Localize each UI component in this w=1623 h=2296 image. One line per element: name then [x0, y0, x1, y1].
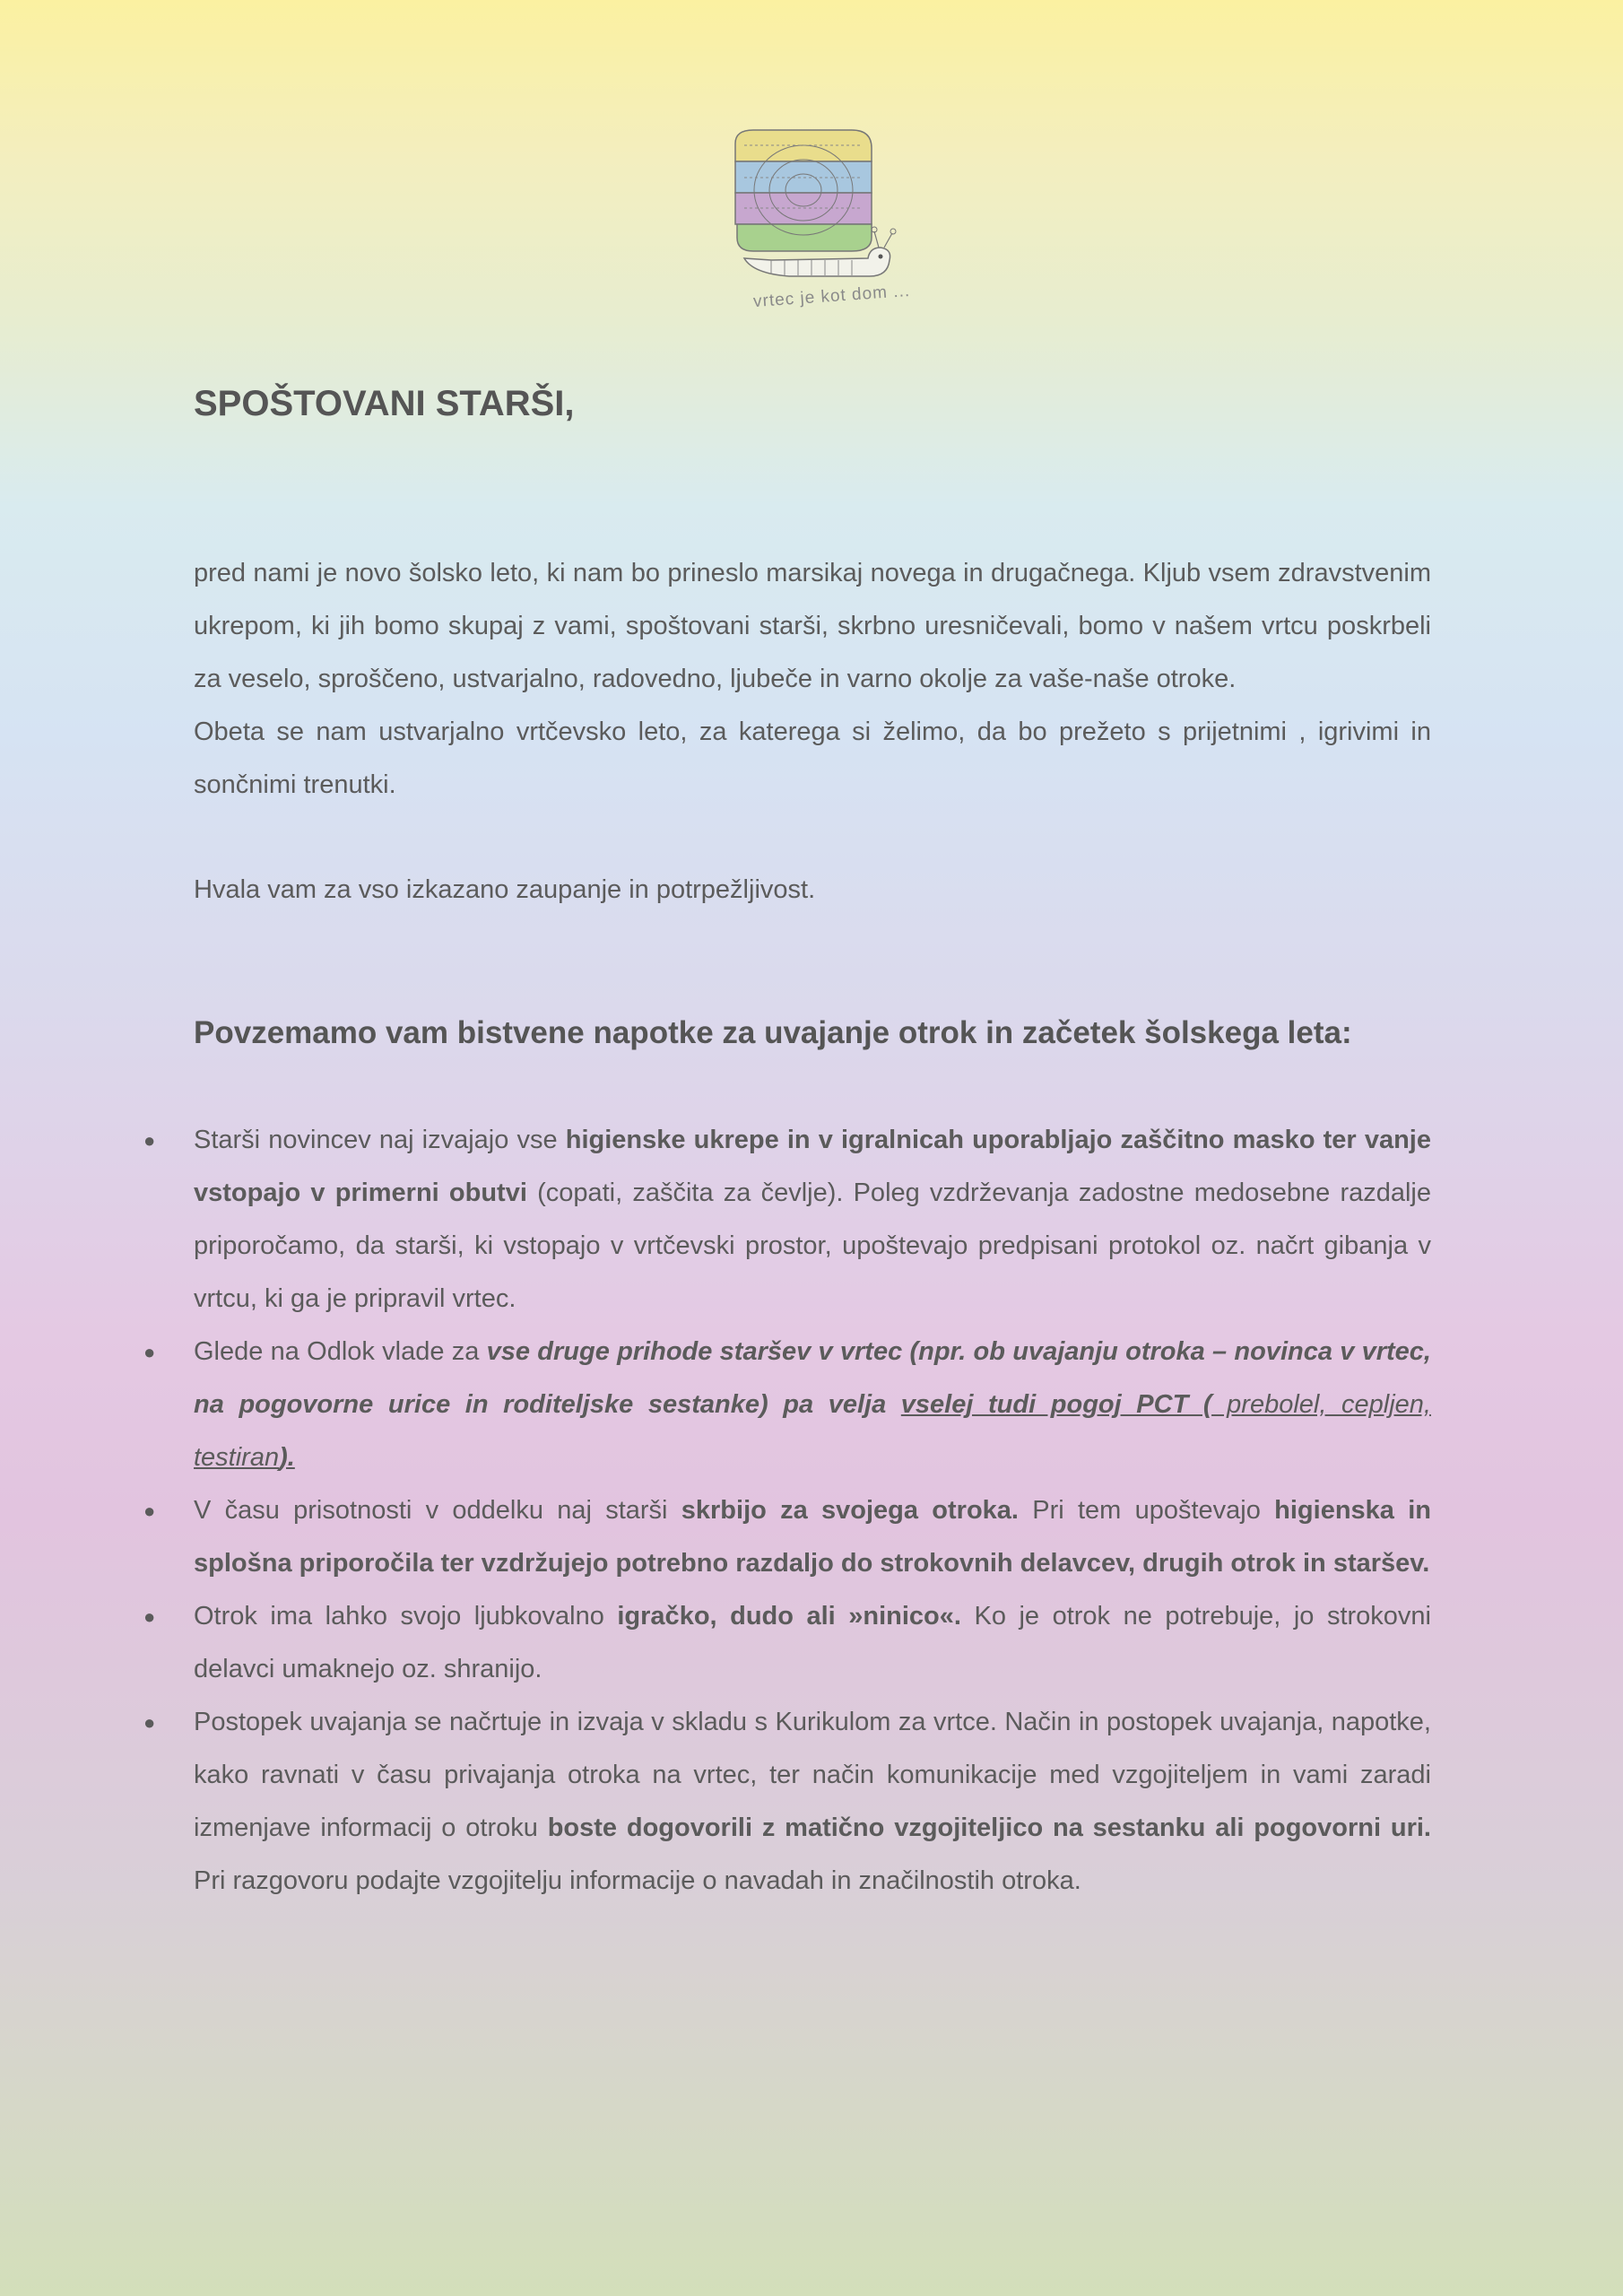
text-span: Ko je otrok ne potrebuje, jo strokovni delavci umaknejo oz. shranijo. — [194, 1602, 1431, 1683]
bullet-icon: ● — [143, 1605, 156, 1628]
greeting-heading: SPOŠTOVANI STARŠI, — [194, 384, 575, 423]
list-item — [143, 1696, 1431, 1908]
underlined-bold-span: vselej tudi pogoj PCT ( — [900, 1390, 1212, 1419]
logo-caption: vrtec je kot dom ... — [752, 281, 911, 312]
text-span: Postopek uvajanja se načrtuje in izvaja v skladu s Kurikulom za vrtce. Način in postopek uvajanja, napotke, kako ravnati v času privajanja otroka na vrtec, ter način komunikacije med vzgojiteljem in vami zaradi izmenjave informacij o otroku — [194, 1708, 1431, 1842]
bold-span: higienska in splošna priporočila ter vzdržujejo potrebno razdaljo do strokovnih delavcev, drugih otrok in staršev. — [194, 1496, 1431, 1578]
text-span: Pri tem upoštevajo — [1019, 1496, 1275, 1525]
list-item — [143, 1484, 1431, 1590]
text-span: V času prisotnosti v oddelku naj starši — [194, 1496, 681, 1525]
underlined-italic-span: prebolel, cepljen, testiran — [194, 1390, 1431, 1472]
underlined-bold-span: ). — [279, 1443, 295, 1472]
thanks-paragraph: Hvala vam za vso izkazano zaupanje in potrpežljivost. — [194, 875, 816, 904]
text-span: Otrok ima lahko svojo ljubkovalno — [194, 1602, 618, 1631]
text-span: (copati, zaščita za čevlje). Poleg vzdrževanja zadostne medosebne razdalje priporočamo, da starši, ki vstopajo v vrtčevski prostor, upoštevajo predpisani protokol oz. načrt gibanja v vrtcu, ki ga je pripravil vrtec. — [194, 1178, 1431, 1313]
list-item — [143, 1114, 1431, 1326]
text-span: Glede na Odlok vlade za — [194, 1337, 487, 1366]
list-item — [143, 1326, 1431, 1484]
text-span: Pri razgovoru podajte vzgojitelju informacije o navadah in značilnostih otroka. — [194, 1866, 1081, 1895]
text-span: Starši novincev naj izvajajo vse — [194, 1126, 566, 1154]
bold-span: skrbijo za svojega otroka. — [681, 1496, 1019, 1525]
bullet-icon: ● — [143, 1129, 156, 1152]
bold-span: igračko, dudo ali »ninico«. — [617, 1602, 961, 1631]
bullet-icon: ● — [143, 1711, 156, 1734]
letter-body — [143, 377, 1431, 1908]
snail-logo — [717, 126, 924, 332]
intro-section — [194, 547, 1431, 812]
bold-span: boste dogovorili z matično vzgojiteljico na sestanku ali pogovorni uri. — [547, 1813, 1431, 1842]
section-heading: Povzemamo vam bistvene napotke za uvajanje otrok in začetek šolskega leta: — [194, 1015, 1352, 1050]
bullet-icon: ● — [143, 1341, 156, 1363]
bold-span: higienske ukrepe in v igralnicah uporabljajo zaščitno masko ter vanje vstopajo v primerni obutvi — [194, 1126, 1431, 1207]
bullet-icon: ● — [143, 1500, 156, 1522]
intro-paragraph-2: Obeta se nam ustvarjalno vrtčevsko leto, za katerega si želimo, da bo prežeto s prijetnimi , igrivimi in sončnimi trenutki. — [194, 718, 1431, 799]
guidelines-list — [143, 1114, 1431, 1908]
bold-italic-span: vse druge prihode staršev v vrtec (npr. ob uvajanju otroka – novinca v vrtec, na pogovorne urice in roditeljske sestanke) pa velja — [194, 1337, 1431, 1419]
intro-paragraph-1: pred nami je novo šolsko leto, ki nam bo prineslo marsikaj novega in drugačnega. Kljub vsem zdravstvenim ukrepom, ki jih bomo skupaj z vami, spoštovani starši, skrbno uresničevali, bomo v našem vrtcu poskrbeli za veselo, sproščeno, ustvarjalno, radovedno, ljubeče in varno okolje za vaše-naše otroke. — [194, 559, 1431, 693]
list-item — [143, 1590, 1431, 1696]
